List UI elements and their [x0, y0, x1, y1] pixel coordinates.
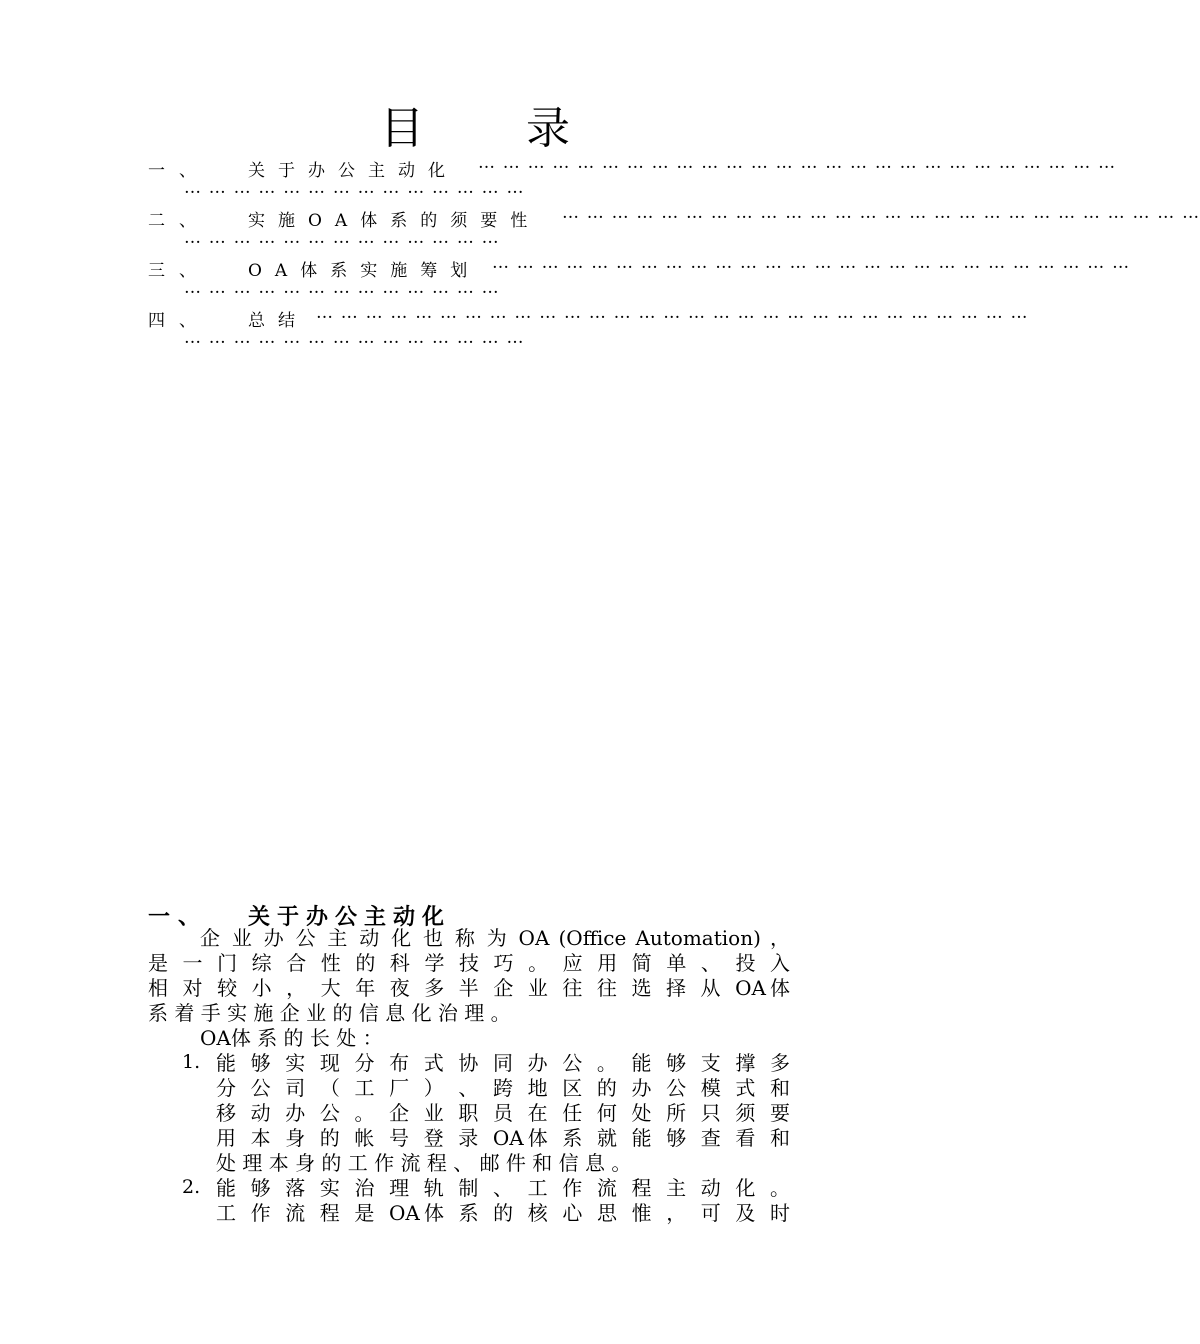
toc-leader-dots: … … … … … … … … … … … … … … — [184, 328, 525, 348]
toc-leader-dots: … … … … … … … … … … … … … — [184, 228, 500, 248]
list-item — [148, 1051, 790, 1176]
list-line: 能 够 实 现 分 布 式 协 同 办 公 。 能 够 支 撑 多 — [216, 1051, 790, 1075]
paragraph-line: 系 着 手 实 施 企 业 的 信 息 化 治 理 。 — [148, 1001, 511, 1025]
list-item — [148, 1176, 790, 1226]
toc-leader-dots: … … … … … … … … … … … … … … … … … … … … … … … … … … … … … — [316, 303, 1029, 323]
toc-entry[interactable] — [148, 253, 1131, 303]
section-title: 关于办公主动化 — [248, 905, 452, 930]
toc-entry[interactable] — [148, 303, 1029, 353]
list-number: 1. — [182, 1051, 201, 1073]
toc-entry-text: 实施OA体系的须要性 — [248, 211, 541, 231]
toc-entry-text: 总结 — [248, 311, 308, 331]
toc-leader-dots: … … … … … … … … … … … … … … … … … … … … … … … … … … — [562, 203, 1200, 223]
toc-entry-number: 四、 — [148, 311, 210, 331]
list-line: 处 理 本 身 的 工 作 流 程 、 邮 件 和 信 息 。 — [216, 1151, 632, 1175]
paragraph-line: 企 业 办 公 主 动 化 也 称 为 OA (Office Automation) ， — [200, 926, 790, 950]
section-body — [148, 926, 790, 1226]
section-number: 一、 — [148, 905, 209, 930]
paragraph-line: 是 一 门 综 合 性 的 科 学 技 巧 。 应 用 简 单 、 投 入 — [148, 951, 790, 975]
toc-entry-number: 二、 — [148, 211, 210, 231]
toc-entry-number: 一、 — [148, 161, 210, 181]
toc-leader-dots: … … … … … … … … … … … … … … … … … … … … … … … … … … — [492, 253, 1131, 273]
list-line: 移 动 办 公 。 企 业 职 员 在 任 何 处 所 只 须 要 — [216, 1101, 790, 1125]
toc-entry[interactable] — [148, 203, 1200, 253]
list-line: 分 公 司 （ 工 厂 ） 、 跨 地 区 的 办 公 模 式 和 — [216, 1076, 790, 1100]
list-line: 用 本 身 的 帐 号 登 录 OA体 系 就 能 够 查 看 和 — [216, 1126, 790, 1150]
toc-entry-number: 三、 — [148, 261, 210, 281]
toc-entry[interactable] — [148, 153, 1117, 203]
toc-leader-dots: … … … … … … … … … … … … … … … … … … … … … … … … … … — [478, 153, 1117, 173]
paragraph-line: OA体 系 的 长 处 ： — [200, 1026, 383, 1050]
list-number: 2. — [182, 1176, 201, 1198]
toc-entry-text: OA体系实施筹划 — [248, 261, 481, 281]
toc-title: 目 录 — [380, 103, 614, 154]
list-line: 工 作 流 程 是 OA体 系 的 核 心 思 惟 ， 可 及 时 — [216, 1201, 790, 1225]
paragraph-line: 相 对 较 小 ， 大 年 夜 多 半 企 业 往 往 选 择 从 OA体 — [148, 976, 790, 1000]
toc-entry-text: 关于办公主动化 — [248, 161, 458, 181]
toc-leader-dots: … … … … … … … … … … … … … — [184, 278, 500, 298]
list-line: 能 够 落 实 治 理 轨 制 、 工 作 流 程 主 动 化 。 — [216, 1176, 790, 1200]
toc-leader-dots: … … … … … … … … … … … … … … — [184, 178, 525, 198]
